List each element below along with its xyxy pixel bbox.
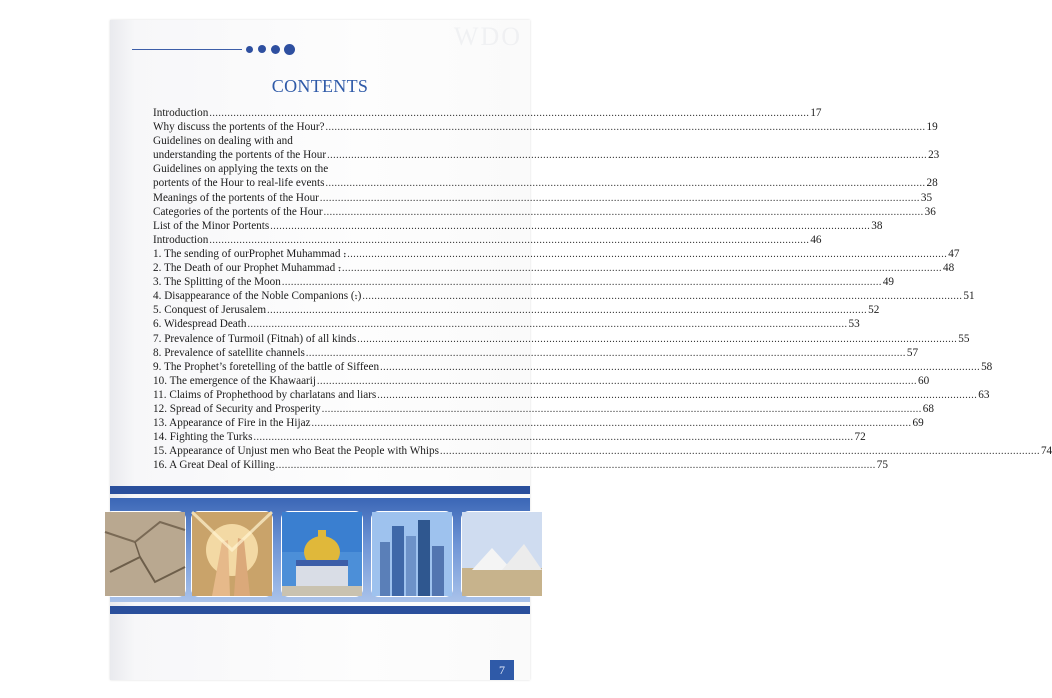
toc-entry-title: 16. A Great Deal of Killing: [153, 459, 275, 472]
toc-leader-dots: ........................................................................................................................................................................................................: [247, 319, 848, 331]
toc-leader-dots: ........................................................................................................................................................................................................: [209, 234, 810, 246]
toc-entry: [153, 402, 934, 416]
toc-page-number: 51: [963, 290, 975, 303]
photo-dome-of-the-rock: [281, 511, 363, 597]
photo-city-skyline: [371, 511, 453, 597]
photo-cracked-rock: [104, 511, 186, 597]
toc-leader-dots: ........................................................................................................................................................................................................: [362, 291, 963, 303]
toc-leader-dots: ........................................................................................................................................................................................................: [319, 192, 920, 204]
toc-entry: [153, 205, 936, 219]
toc-entry-title: Guidelines on applying the texts on the: [153, 163, 329, 176]
decorative-dot: [284, 44, 295, 55]
toc-entry-title: portents of the Hour to real-life events: [153, 177, 325, 190]
toc-leader-dots: ........................................................................................................................................................................................................: [327, 150, 928, 162]
toc-page-number: 52: [868, 304, 880, 317]
toc-entry-title: Introduction: [153, 233, 209, 246]
toc-leader-dots: ........................................................................................................................................................................................................: [209, 108, 810, 119]
toc-page-number: 69: [912, 417, 924, 430]
toc-entry-title: List of the Minor Portents: [153, 219, 270, 232]
toc-entry-title: 15. Appearance of Unjust men who Beat the People with Whips: [153, 445, 439, 458]
toc-page-number: 57: [906, 346, 919, 359]
toc-entry: [153, 430, 866, 444]
toc-leader-dots: ........................................................................................................................................................................................................: [281, 277, 882, 289]
toc-page-number: 58: [981, 360, 993, 373]
toc-entry-title: Categories of the portents of the Hour: [153, 205, 323, 218]
toc-entry: [153, 303, 880, 317]
toc-entry: [153, 148, 940, 162]
toc-page-number: 49: [882, 276, 895, 289]
toc-page-number: 63: [978, 388, 990, 401]
toc-entry-title: 14. Fighting the Turks: [153, 431, 253, 444]
toc-entry-title: Meanings of the portents of the Hour: [153, 191, 319, 204]
toc-entry: [153, 416, 924, 430]
toc-page-number: 60: [917, 374, 930, 387]
toc-entry-title: 10. The emergence of the Khawaarij: [153, 374, 316, 387]
toc-leader-dots: ........................................................................................................................................................................................................: [377, 389, 978, 401]
toc-entry: [153, 458, 888, 472]
toc-leader-dots: ........................................................................................................................................................................................................: [305, 347, 906, 359]
toc-entry-title: 2. The Death of our Prophet Muhammad ⹎: [153, 262, 341, 275]
toc-leader-dots: ........................................................................................................................................................................................................: [253, 432, 854, 444]
toc-leader-dots: ........................................................................................................................................................................................................: [357, 333, 958, 345]
toc-page-number: 46: [810, 233, 822, 246]
toc-entry: [153, 162, 507, 176]
toc-entry-title: 9. The Prophet’s foretelling of the battle of Siffeen: [153, 360, 380, 373]
toc-entry-title: Guidelines on dealing with and: [153, 135, 293, 148]
decorative-band-bottom: [110, 606, 530, 614]
decorative-dot: [258, 45, 266, 53]
toc-entry-title: 4. Disappearance of the Noble Companions (⹎): [153, 290, 362, 303]
toc-leader-dots: ........................................................................................................................................................................................................: [316, 375, 917, 387]
toc-entry: [153, 374, 930, 388]
toc-entry: [153, 191, 933, 205]
page-number: 7: [490, 660, 514, 680]
toc-page-number: 68: [922, 402, 934, 415]
toc-leader-dots: ........................................................................................................................................................................................................: [439, 446, 1040, 458]
decorative-band-top: [110, 486, 530, 494]
toc-entry-title: 6. Widespread Death: [153, 318, 247, 331]
toc-leader-dots: ........................................................................................................................................................................................................: [311, 418, 912, 430]
book-page: [110, 20, 1052, 680]
toc-entry: [153, 219, 883, 233]
toc-entry-title: 3. The Splitting of the Moon: [153, 276, 281, 289]
toc-entry-title: Why discuss the portents of the Hour?: [153, 121, 325, 134]
toc-entry: [153, 134, 507, 148]
toc-leader-dots: ........................................................................................................................................................................................................: [267, 305, 868, 317]
toc-entry-title: understanding the portents of the Hour: [153, 149, 327, 162]
toc-entry: [153, 275, 895, 289]
toc-leader-dots: ........................................................................................................................................................................................................: [270, 220, 871, 232]
toc-entry: [153, 346, 919, 360]
toc-page-number: 17: [810, 107, 822, 119]
toc-leader-dots: ........................................................................................................................................................................................................: [341, 263, 942, 275]
toc-leader-dots: ........................................................................................................................................................................................................: [380, 361, 981, 373]
toc-entry-title: 5. Conquest of Jerusalem: [153, 304, 267, 317]
toc-entry-title: 11. Claims of Prophethood by charlatans and liars: [153, 388, 377, 401]
toc-page-number: 28: [926, 177, 938, 190]
toc-page-number: 48: [942, 262, 955, 275]
toc-page-number: 35: [920, 191, 933, 204]
toc-page-number: 75: [876, 459, 888, 472]
decorative-dot: [271, 45, 280, 54]
toc-entry: [153, 261, 955, 275]
toc-leader-dots: ........................................................................................................................................................................................................: [321, 403, 922, 415]
decorative-dot: [246, 46, 253, 53]
toc-page-number: 36: [924, 205, 936, 218]
watermark: WDO: [453, 22, 522, 51]
toc-page-number: 47: [948, 247, 960, 260]
table-of-contents: [153, 106, 1052, 472]
toc-page-number: 19: [926, 121, 938, 134]
toc-leader-dots: ........................................................................................................................................................................................................: [325, 178, 926, 190]
toc-leader-dots: ........................................................................................................................................................................................................: [325, 122, 926, 134]
toc-page-number: 74: [1040, 445, 1052, 458]
toc-entry-title: Introduction: [153, 107, 209, 119]
toc-entry: [153, 176, 938, 190]
toc-entry: [153, 289, 975, 303]
toc-leader-dots: ........................................................................................................................................................................................................: [347, 248, 948, 260]
toc-page-number: 23: [928, 149, 940, 162]
toc-page-number: 38: [871, 219, 883, 232]
toc-entry: [153, 247, 960, 261]
photo-tents: [461, 511, 543, 597]
toc-entry-title: 12. Spread of Security and Prosperity: [153, 402, 321, 415]
toc-entry: [153, 233, 822, 247]
toc-page-number: 72: [854, 431, 866, 444]
toc-entry: [153, 444, 1052, 458]
toc-page-number: 55: [958, 332, 970, 345]
toc-entry: [153, 360, 993, 374]
page-title: CONTENTS: [271, 76, 369, 96]
toc-entry-title: 13. Appearance of Fire in the Hijaz: [153, 417, 311, 430]
toc-leader-dots: ........................................................................................................................................................................................................: [275, 460, 876, 472]
toc-entry-title: 7. Prevalence of Turmoil (Fitnah) of all kinds: [153, 332, 357, 345]
toc-entry-title: 1. The sending of ourProphet Muhammad ⹎: [153, 247, 347, 260]
toc-entry-title: 8. Prevalence of satellite channels: [153, 346, 305, 359]
photo-raised-hands: [191, 511, 273, 597]
decorative-rule: [132, 49, 242, 50]
toc-leader-dots: ........................................................................................................................................................................................................: [323, 206, 924, 218]
toc-entry: [153, 106, 822, 120]
toc-page-number: 53: [848, 318, 860, 331]
toc-entry: [153, 332, 970, 346]
toc-entry: [153, 388, 990, 402]
toc-entry: [153, 120, 938, 134]
toc-entry: [153, 317, 860, 331]
